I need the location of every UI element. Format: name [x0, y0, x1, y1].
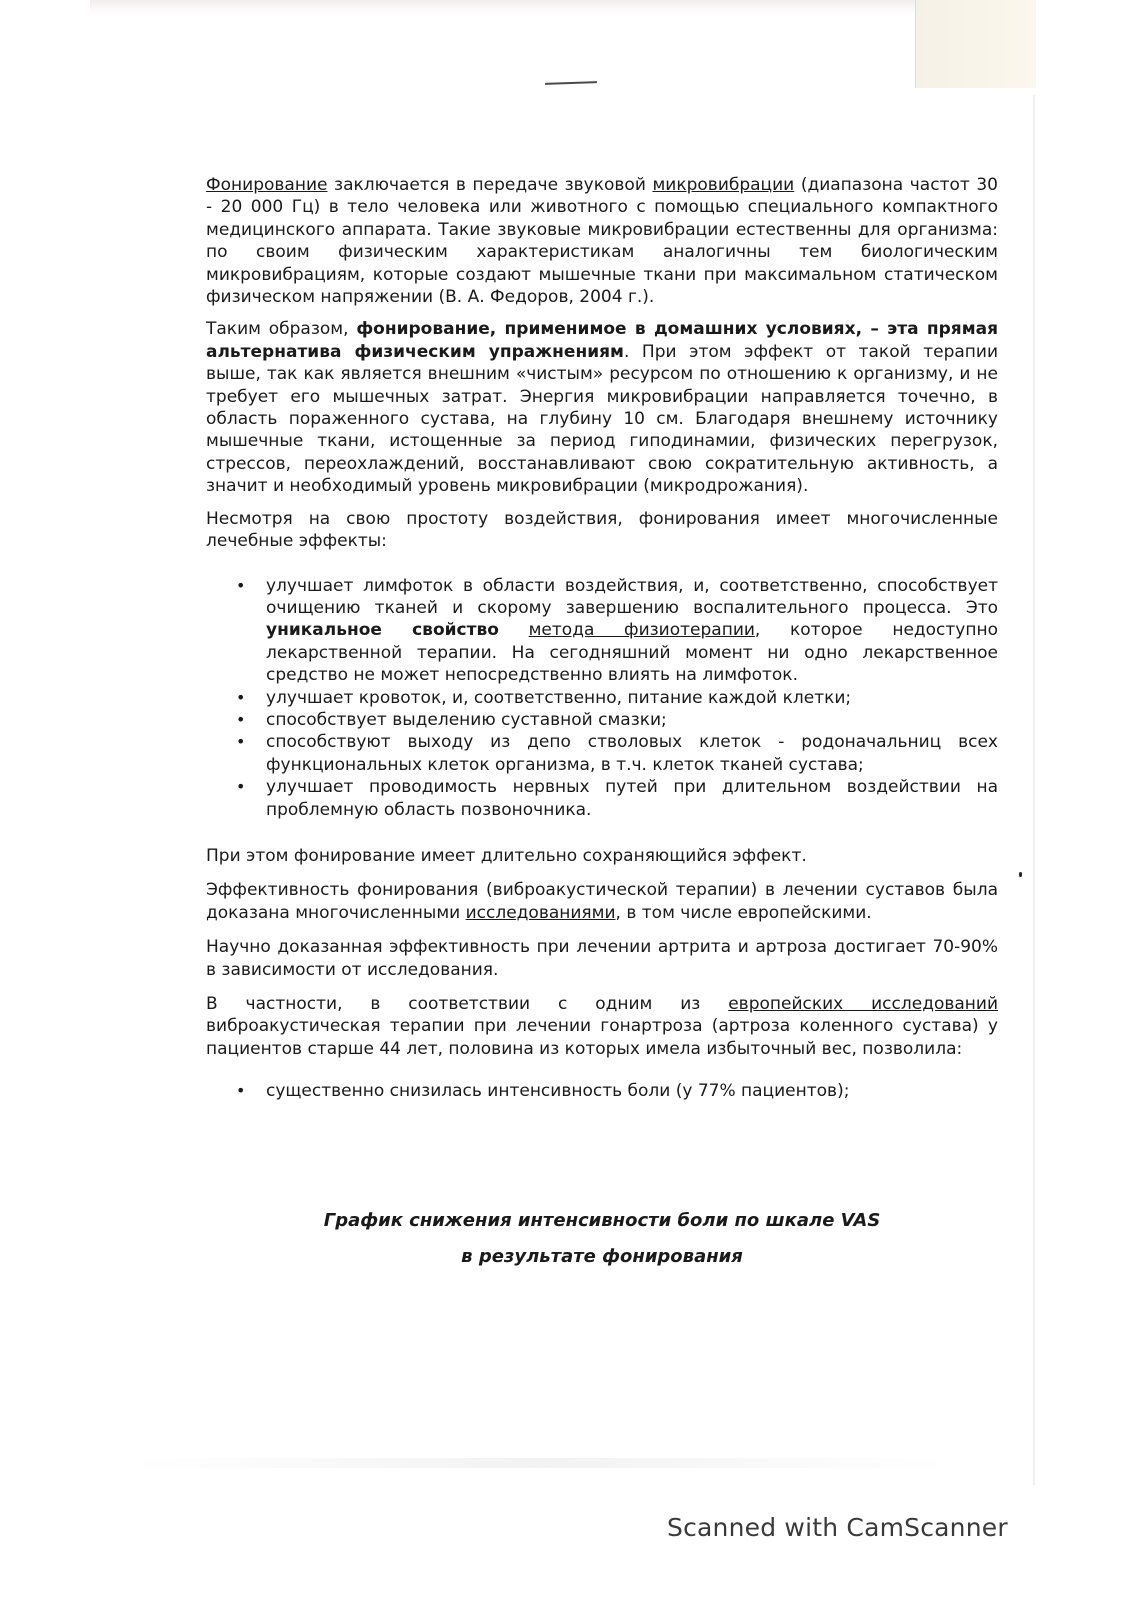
- list-item: [236, 776, 998, 821]
- list-item: [236, 709, 998, 731]
- results-list: [206, 1080, 998, 1102]
- scan-pen-mark: [545, 81, 597, 85]
- text-run: [499, 620, 529, 640]
- text-run: улучшает кровоток, и, соответственно, питание каждой клетки;: [266, 687, 852, 708]
- text-run: , которое недоступно лекарственной терапии. На сегодняшний момент ни одно лекарственное средство не может непосредственно влиять на лимфоток.: [266, 620, 998, 686]
- paragraph-alternative: [206, 318, 998, 497]
- link-mikrovibratsii: микровибрации: [652, 175, 795, 195]
- text-run: виброакустическая терапии при лечении гонартроза (артроза коленного сустава) у пациентов старше 44 лет, половина из которых имела избыточный вес, позволила:: [206, 1016, 998, 1059]
- text-run: Эффективность фонирования (виброакустической терапии) в лечении суставов была доказана многочисленными: [206, 880, 998, 923]
- text-run: заключается в передаче звуковой: [327, 175, 653, 195]
- link-fonirovanie: Фонирование: [206, 175, 328, 195]
- camscanner-watermark: Scanned with CamScanner: [667, 1513, 1008, 1542]
- text-run: существенно снизилась интенсивность боли (у 77% пациентов);: [266, 1081, 850, 1102]
- text-run: , в том числе европейскими.: [615, 902, 872, 923]
- list-item: [236, 575, 998, 687]
- scan-bottom-shade: [130, 1458, 950, 1468]
- figure-caption-subtitle: в результате фонирования: [461, 1246, 743, 1267]
- list-item: [236, 687, 998, 709]
- effects-list: [206, 575, 998, 821]
- list-item: [236, 1080, 998, 1102]
- bold-statement: фонирование, применимое в домашних условиях, – эта прямая альтернатива физическим упражнениям: [206, 319, 998, 362]
- paragraph-european-study: [206, 993, 998, 1060]
- bullet-icon: •: [236, 709, 246, 729]
- text-run: . При этом эффект от такой терапии выше, так как является внешним «чистым» ресурсом по отношению к организму, и не требует его мышечных затрат. Энергия микровибрации направляется точечно, в область пораженного сустава, на глубину 10 см. Благодаря внешнему источнику мышечные ткани, истощенные за период гиподинамии, физических перегрузок, стрессов, переохлаждений, восстанавливают свою сократительную активность, а значит и необходимый уровень микровибрации (микродрожания).: [206, 341, 999, 497]
- paragraph-efficacy: [206, 879, 998, 924]
- text-run: В частности, в соответствии с одним из: [206, 994, 729, 1014]
- paragraph-effects-intro: Несмотря на свою простоту воздействия, фонирования имеет многочисленные лечебные эффекты:: [206, 508, 998, 552]
- text-run: улучшает лимфоток в области воздействия, и, соответственно, способствует очищению тканей и скорому завершению воспалительного процесса. Это: [266, 575, 998, 618]
- text-run: Таким образом,: [206, 319, 357, 340]
- text-run: способствует выделению суставной смазки;: [266, 709, 667, 730]
- paragraph-definition: [206, 174, 998, 308]
- bold-statement: уникальное свойство: [266, 620, 499, 641]
- figure-caption-title: График снижения интенсивности боли по шкале VAS: [323, 1210, 881, 1231]
- link-research: исследованиями: [465, 902, 616, 923]
- bullet-icon: •: [236, 777, 246, 797]
- document-body: [206, 174, 998, 1103]
- scan-page-edge: [90, 0, 940, 14]
- link-physiotherapy-method: метода физиотерапии: [528, 620, 755, 641]
- scan-paper-tab: [915, 0, 1036, 88]
- list-item: [236, 731, 998, 776]
- bullet-icon: •: [236, 687, 246, 707]
- text-run: способствуют выходу из депо стволовых клеток - родоначальниц всех функциональных клеток организма, в т.ч. клеток тканей сустава;: [266, 732, 998, 775]
- paragraph-proven: Научно доказанная эффективность при лечении артрита и артроза достигает 70-90% в зависимости от исследования.: [206, 937, 998, 980]
- bullet-icon: •: [236, 732, 246, 752]
- bullet-icon: •: [236, 575, 246, 595]
- link-european-research: европейских исследований: [728, 994, 998, 1014]
- paragraph-lasting-effect: При этом фонирование имеет длительно сохраняющийся эффект.: [206, 845, 807, 866]
- text-run: (диапазона частот 30 - 20 000 Гц) в тело человека или животного с помощью специального компактного медицинского аппарата. Такие звуковые микровибрации естественны для организма: по своим физическим характеристикам аналогичны тем биологическим микровибрациям, которые создают мышечные ткани при максимальном статическом физическом напряжении (В. А. Федоров, 2004 г.).: [206, 175, 998, 308]
- text-run: улучшает проводимость нервных путей при длительном воздействии на проблемную область позвоночника.: [266, 777, 998, 820]
- scan-speck: [1019, 872, 1022, 877]
- scan-right-edge: [1033, 95, 1035, 1485]
- bullet-icon: •: [236, 1081, 246, 1101]
